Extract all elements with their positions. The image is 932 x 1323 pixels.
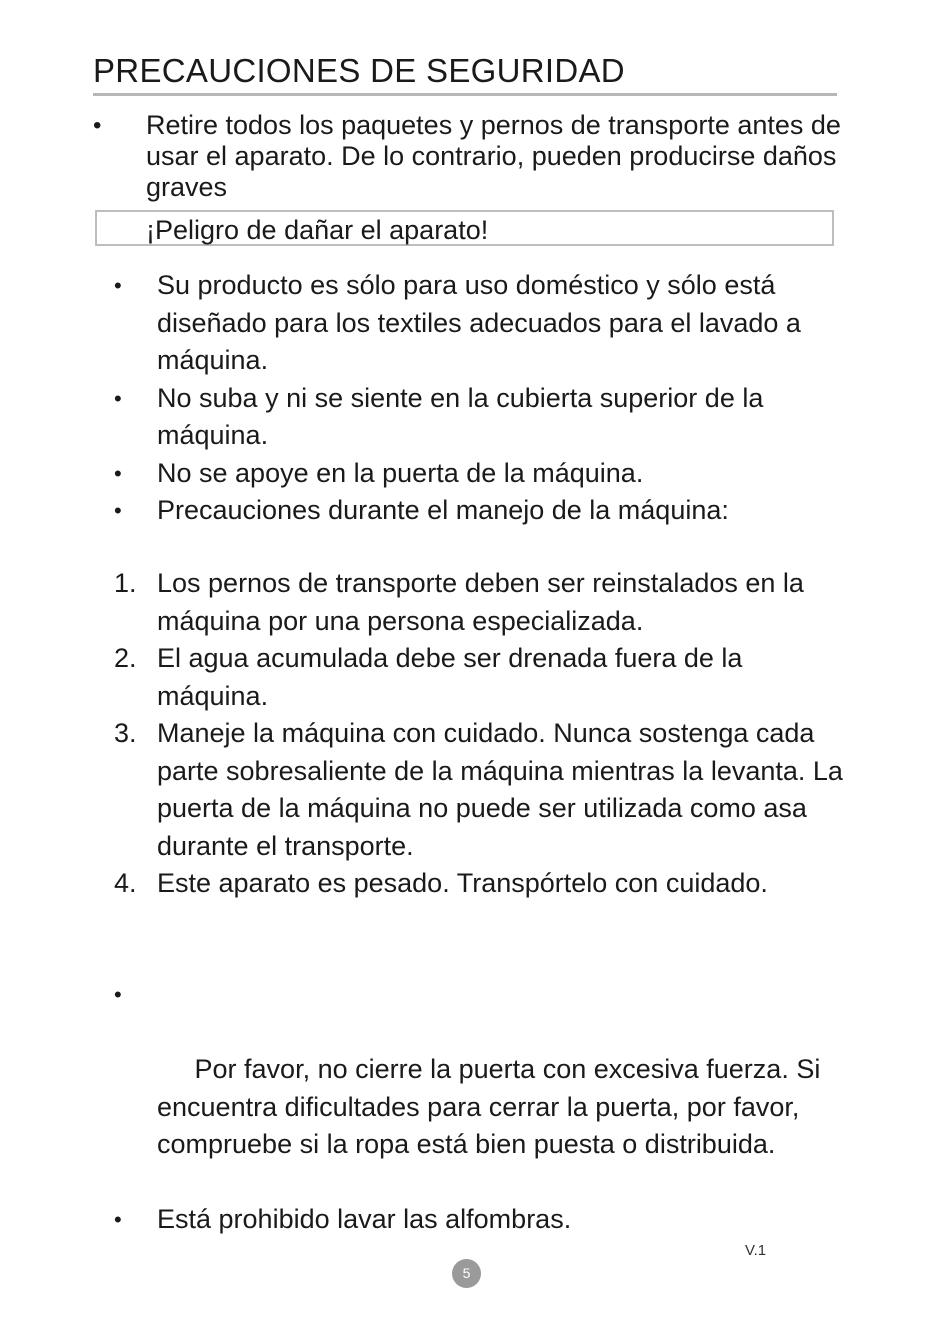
numbered-list bbox=[110, 565, 845, 903]
list-item-text: No suba y ni se siente en la cubierta superior de la máquina. bbox=[157, 382, 764, 450]
bullet-marker: • bbox=[114, 982, 122, 1007]
list-item bbox=[110, 380, 870, 455]
bullet-marker: • bbox=[114, 498, 122, 523]
bullet-marker: • bbox=[93, 112, 102, 139]
number-marker: 2. bbox=[114, 643, 137, 673]
warning-text: ¡Peligro de dañar el aparato! bbox=[146, 215, 489, 245]
numbered-item-text: Maneje la máquina con cuidado. Nunca sostenga cada parte sobresaliente de la máquina mientras la levanta. La puerta de la máquina no puede ser utilizada como asa durante el transporte. bbox=[157, 718, 843, 861]
numbered-item-text: Este aparato es pesado. Transpórtelo con cuidado. bbox=[157, 868, 768, 898]
numbered-item bbox=[110, 865, 797, 903]
page-title: PRECAUCIONES DE SEGURIDAD bbox=[93, 52, 625, 89]
version-label: V.1 bbox=[745, 1242, 767, 1259]
title-divider bbox=[93, 93, 837, 96]
list-item bbox=[110, 267, 857, 380]
bullet-list-bottom bbox=[110, 976, 870, 1239]
bullet-marker: • bbox=[114, 273, 122, 298]
bullet-marker: • bbox=[114, 385, 122, 411]
list-item-text: Precauciones durante el manejo de la máquina: bbox=[157, 495, 729, 525]
numbered-item-text: Los pernos de transporte deben ser reinstalados en la máquina por una persona especializada. bbox=[157, 568, 804, 636]
numbered-item-text: El agua acumulada debe ser drenada fuera de la máquina. bbox=[157, 643, 743, 711]
bullet-marker: • bbox=[114, 460, 122, 486]
bullet-marker: • bbox=[114, 1207, 122, 1232]
list-item-text: No se apoye en la puerta de la máquina. bbox=[157, 457, 644, 488]
number-marker: 1. bbox=[114, 568, 137, 598]
list-item bbox=[110, 492, 870, 530]
warning-box bbox=[95, 210, 834, 246]
list-item-text: Está prohibido lavar las alfombras. bbox=[157, 1204, 572, 1234]
list-item bbox=[110, 455, 870, 493]
list-item-text: Por favor, no cierre la puerta con excesiva fuerza. Si encuentra dificultades para cerrar la puerta, por favor, compruebe si la ropa está bien puesta o distribuida. bbox=[157, 1054, 828, 1159]
bullet-list-top bbox=[110, 267, 870, 530]
list-item bbox=[110, 976, 857, 1201]
list-item bbox=[110, 1201, 870, 1239]
intro-text: Retire todos los paquetes y pernos de transporte antes de usar el aparato. De lo contrario, pueden producirse daños graves bbox=[146, 110, 841, 202]
number-marker: 3. bbox=[114, 718, 137, 748]
numbered-item bbox=[110, 640, 845, 715]
numbered-item bbox=[110, 715, 845, 865]
list-item-text: Su producto es sólo para uso doméstico y sólo está diseñado para los textiles adecuados para el lavado a máquina. bbox=[157, 270, 801, 375]
page-number-badge: 5 bbox=[452, 1259, 481, 1288]
numbered-item bbox=[110, 565, 845, 640]
number-marker: 4. bbox=[114, 868, 137, 898]
